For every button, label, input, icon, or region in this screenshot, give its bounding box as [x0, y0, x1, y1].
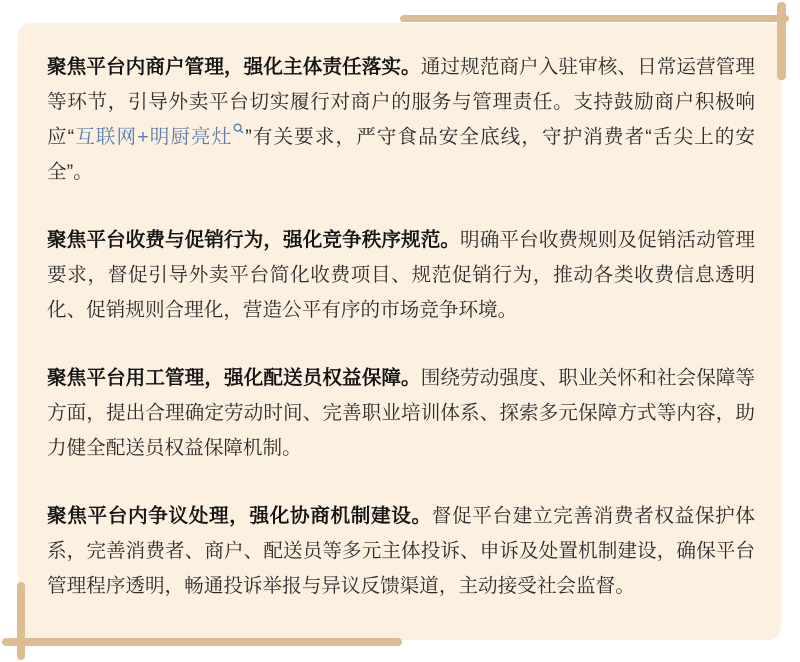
paragraph-lead: 聚焦平台内争议处理，强化协商机制建设。	[47, 505, 432, 527]
paragraph-text: 围绕劳动强度、职业关怀和社会保障等方面，提出合理确定劳动时间、完善职业培训体系、探索多元保障方式等内容，助力健全配送员权益保障机制。	[47, 367, 756, 459]
corner-accent-top-vertical-line	[777, 2, 786, 80]
search-icon[interactable]	[233, 123, 244, 134]
paragraph-text: 明确平台收费规则及促销活动管理要求，督促引导外卖平台简化收费项目、规范促销行为，推动各类收费信息透明化、促销规则合理化，营造公平有序的市场竞争环境。	[47, 229, 756, 321]
paragraph-lead: 聚焦平台内商户管理，强化主体责任落实。	[47, 56, 421, 78]
corner-accent-bottom-vertical-line	[17, 582, 25, 660]
paragraph-labor-rights	[47, 361, 755, 466]
paragraph-lead: 聚焦平台收费与促销行为，强化竞争秩序规范。	[47, 229, 461, 251]
paragraph-text: 督促平台建立完善消费者权益保护体系，完善消费者、商户、配送员等多元主体投诉、申诉及处置机制建设，确保平台管理程序透明，畅通投诉举报与异议反馈渠道，主动接受社会监督。	[47, 505, 756, 597]
mingchu-liangzao-link[interactable]: 互联网+明厨亮灶	[74, 126, 233, 148]
corner-accent-top-horizontal-line	[400, 15, 789, 22]
content-card	[18, 23, 781, 640]
paragraph-lead: 聚焦平台用工管理，强化配送员权益保障。	[47, 367, 421, 389]
paragraph-merchant-management	[47, 50, 755, 190]
paragraph-text: 通过规范商户入驻审核、日常运营管理等环节，引导外卖平台切实履行对商户的服务与管理责任。支持鼓励商户积极响应“	[47, 56, 756, 148]
paragraph-text: ”有关要求，严守食品安全底线，守护消费者“舌尖上的安全”。	[47, 126, 755, 183]
paragraph-dispute-resolution	[47, 499, 755, 604]
paragraph-fees-promotion	[47, 223, 755, 328]
corner-accent-bottom-horizontal-line	[2, 638, 402, 646]
